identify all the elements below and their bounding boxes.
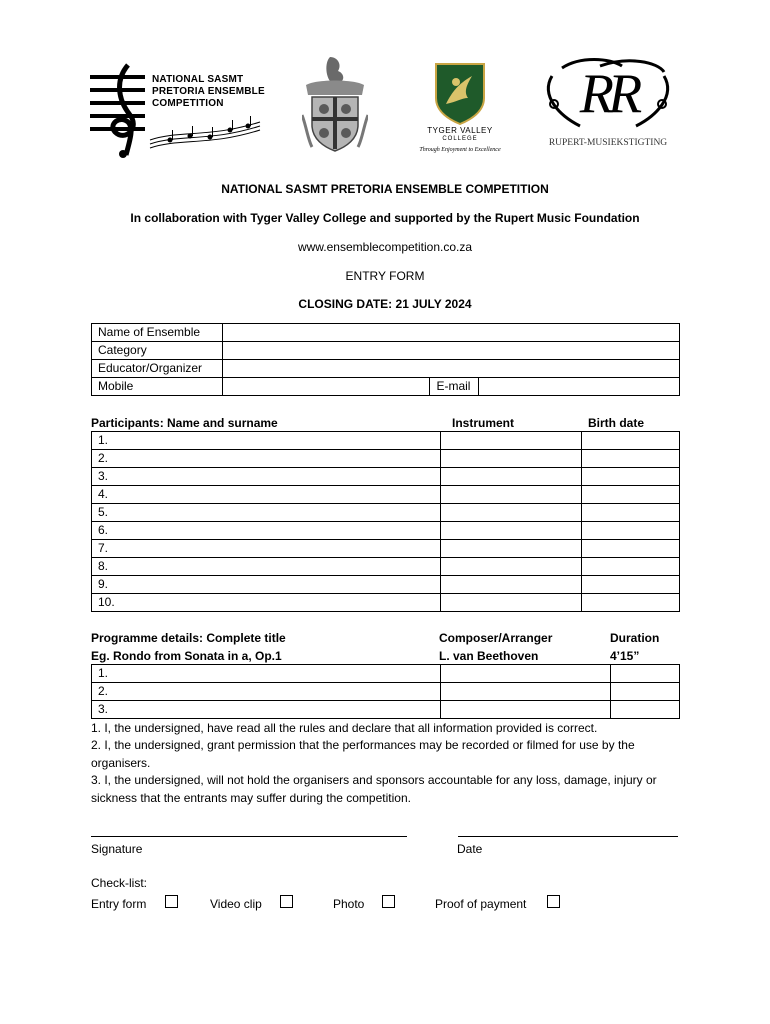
ensemble-name-label: Name of Ensemble [92,324,223,342]
declaration-2: 2. I, the undersigned, grant permission that the performances may be recorded or filmed for use by the organisers. [91,738,635,770]
programme-example-duration: 4’15” [610,649,640,663]
category-field[interactable] [222,342,679,360]
participants-instrument-header: Instrument [452,416,515,430]
sasmt-logo-line1: NATIONAL SASMT [152,74,244,85]
table-row [92,486,680,504]
participants-table [91,431,680,612]
programme-title-cell[interactable]: 2. [92,683,441,701]
instrument-cell[interactable] [441,522,582,540]
instrument-cell[interactable] [441,576,582,594]
table-row [92,432,680,450]
programme-composer-header: Composer/Arranger [439,631,553,645]
website-text: www.ensemblecompetition.co.za [297,240,473,254]
signature-label: Signature [91,842,143,856]
instrument-cell[interactable] [441,504,582,522]
programme-duration-header: Duration [610,631,660,645]
date-label: Date [457,842,483,856]
table-row [92,665,680,683]
programme-example-composer: L. van Beethoven [439,649,539,663]
birth-date-cell[interactable] [582,522,680,540]
entry-form-heading: ENTRY FORM [345,269,425,283]
duration-cell[interactable] [611,665,680,683]
instrument-cell[interactable] [441,432,582,450]
declaration-3: 3. I, the undersigned, will not hold the organisers and sponsors accountable for any loss, damage, injury or sickness that the entrants may suffer during the competition. [91,773,657,805]
birth-date-cell[interactable] [582,504,680,522]
programme-title-header: Programme details: Complete title [91,631,286,645]
collaboration-line: In collaboration with Tyger Valley College and supported by the Rupert Music Foundation [130,211,640,225]
birth-date-cell[interactable] [582,558,680,576]
rupert-name: RUPERT-MUSIEKSTIGTING [548,138,668,148]
educator-label: Educator/Organizer [92,360,223,378]
birth-date-cell[interactable] [582,540,680,558]
signature-line[interactable] [91,836,407,837]
participant-name-cell[interactable]: 4. [92,486,441,504]
instrument-cell[interactable] [441,486,582,504]
educator-field[interactable] [222,360,679,378]
duration-cell[interactable] [611,683,680,701]
mobile-input[interactable] [229,378,430,394]
composer-cell[interactable] [441,683,611,701]
participant-name-cell[interactable]: 2. [92,450,441,468]
participant-name-cell[interactable]: 10. [92,594,441,612]
table-row [92,683,680,701]
participant-name-cell[interactable]: 7. [92,540,441,558]
table-row [92,504,680,522]
checklist-title: Check-list: [91,876,148,890]
sasmt-logo-line2: PRETORIA ENSEMBLE [152,86,265,97]
checklist-label-proof-of-payment: Proof of payment [435,897,527,911]
programme-table [91,664,680,719]
instrument-cell[interactable] [441,558,582,576]
birth-date-cell[interactable] [582,468,680,486]
email-input[interactable] [485,378,679,394]
table-row [92,701,680,719]
tyger-valley-sub: COLLEGE [442,136,478,142]
mobile-email-row [92,378,680,396]
rupert-monogram: RR [579,63,637,125]
declaration-1: 1. I, the undersigned, have read all the rules and declare that all information provided is correct. [91,721,598,735]
crest-icon [302,55,368,157]
participants-name-header: Participants: Name and surname [91,416,278,430]
closing-date: CLOSING DATE: 21 JULY 2024 [298,297,472,311]
participant-name-cell[interactable]: 3. [92,468,441,486]
birth-date-cell[interactable] [582,432,680,450]
table-row [92,576,680,594]
birth-date-cell[interactable] [582,486,680,504]
participants-birth-header: Birth date [588,416,645,430]
participant-name-cell[interactable]: 8. [92,558,441,576]
document-title: NATIONAL SASMT PRETORIA ENSEMBLE COMPETITION [221,182,549,196]
programme-title-cell[interactable]: 3. [92,701,441,719]
composer-cell[interactable] [441,701,611,719]
birth-date-cell[interactable] [582,576,680,594]
participant-name-cell[interactable]: 5. [92,504,441,522]
rupert-foundation-logo [540,56,676,152]
programme-title-cell[interactable]: 1. [92,665,441,683]
entry-form-checkbox[interactable] [165,895,178,908]
instrument-cell[interactable] [441,450,582,468]
educator-input[interactable] [229,360,679,376]
participant-name-cell[interactable]: 1. [92,432,441,450]
category-row [92,342,680,360]
category-label: Category [92,342,223,360]
sasmt-logo-line3: COMPETITION [152,98,224,109]
mobile-label: Mobile [92,378,223,396]
table-row [92,594,680,612]
checklist-label-photo: Photo [333,897,365,911]
birth-date-cell[interactable] [582,450,680,468]
tyger-valley-logo [412,62,508,158]
table-row [92,540,680,558]
participant-name-cell[interactable]: 6. [92,522,441,540]
educator-row [92,360,680,378]
checklist-label-video-clip: Video clip [210,897,262,911]
table-row [92,468,680,486]
table-row [92,558,680,576]
email-label: E-mail [430,378,479,396]
birth-date-cell[interactable] [582,594,680,612]
sasmt-logo [90,60,270,160]
participant-name-cell[interactable]: 9. [92,576,441,594]
mobile-field[interactable] [222,378,430,396]
video-clip-checkbox[interactable] [280,895,293,908]
tyger-valley-motto: Through Enjoyment to Excellence [419,147,501,153]
ensemble-name-field[interactable] [222,324,679,342]
tyger-valley-shield-icon [412,62,508,126]
ensemble-name-row [92,324,680,342]
tyger-valley-name: TYGER VALLEY [427,126,493,135]
ensemble-details-table [91,323,680,396]
instrument-cell[interactable] [441,540,582,558]
category-input[interactable] [229,342,679,358]
photo-checkbox[interactable] [382,895,395,908]
table-row [92,450,680,468]
date-line[interactable] [458,836,678,837]
instrument-cell[interactable] [441,594,582,612]
table-row [92,522,680,540]
composer-cell[interactable] [441,665,611,683]
programme-example-title: Eg. Rondo from Sonata in a, Op.1 [91,649,282,663]
duration-cell[interactable] [611,701,680,719]
checklist-label-entry-form: Entry form [91,897,147,911]
proof-of-payment-checkbox[interactable] [547,895,560,908]
email-field[interactable] [479,378,680,396]
coat-of-arms-logo [302,55,368,157]
instrument-cell[interactable] [441,468,582,486]
ensemble-name-input[interactable] [229,324,679,340]
